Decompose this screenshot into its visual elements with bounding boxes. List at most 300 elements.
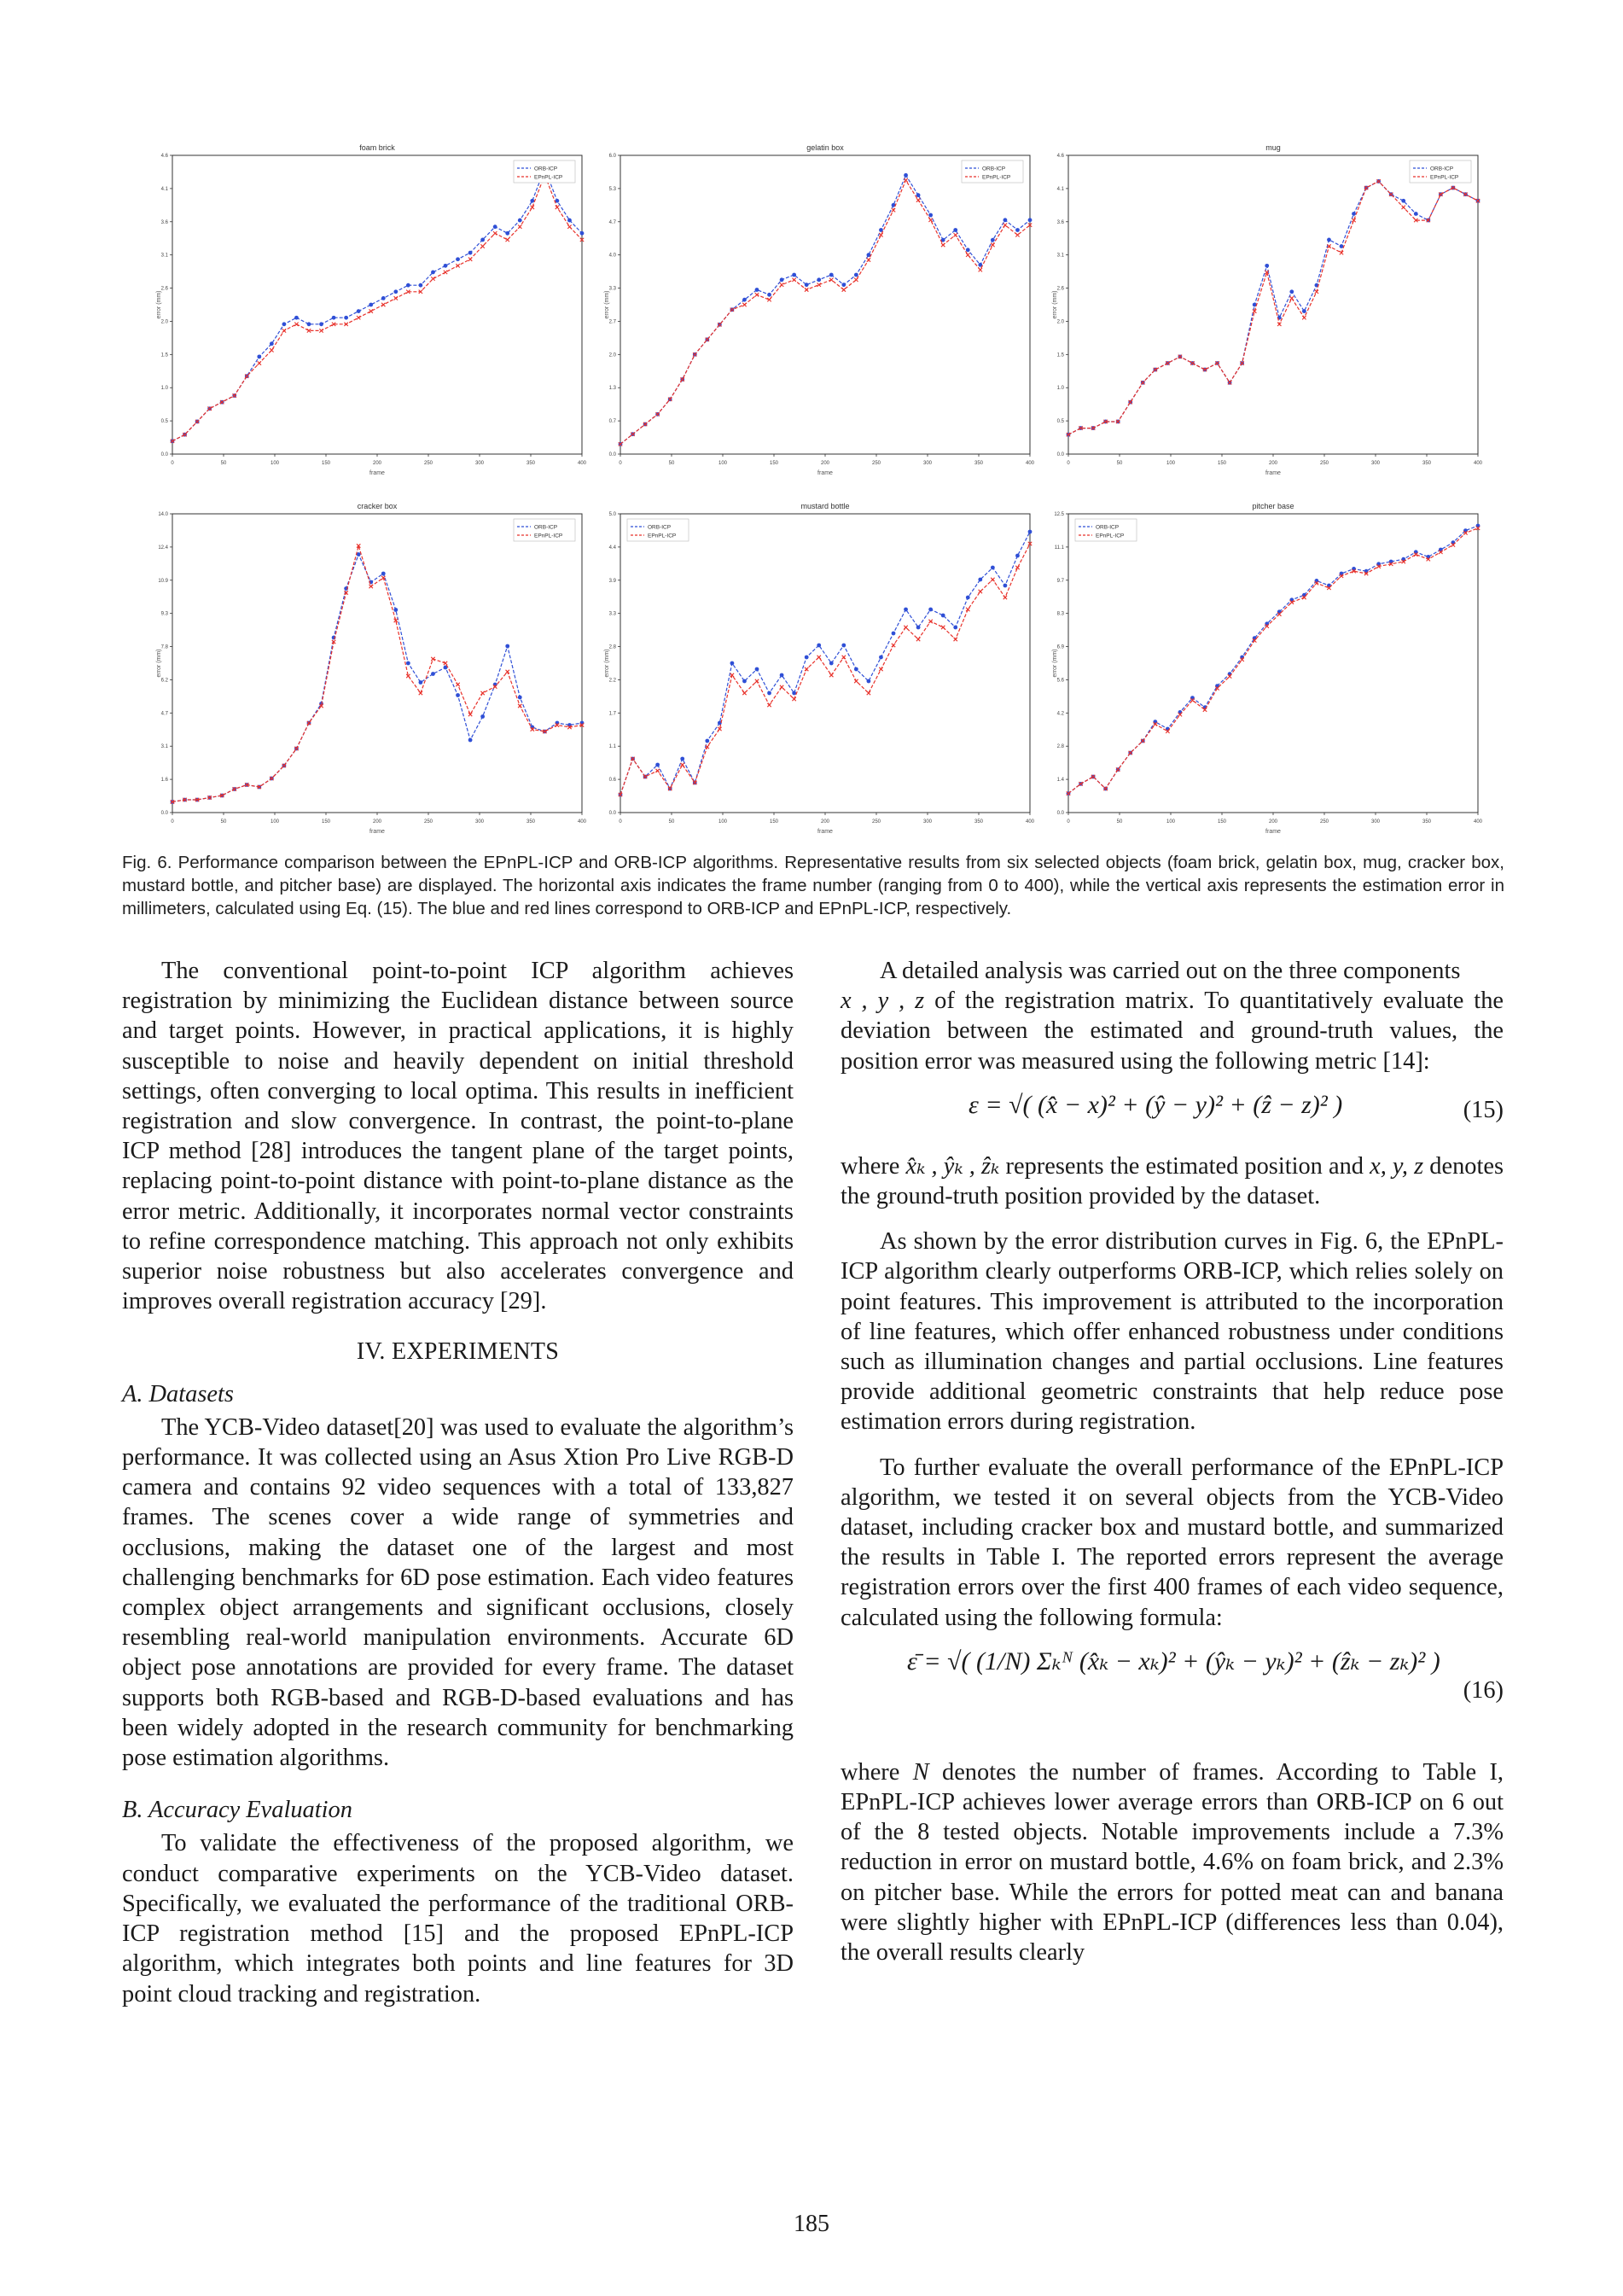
plot-pitcher-base (1050, 495, 1485, 836)
y-tick-label: 4.6 (160, 154, 168, 159)
data-point (567, 219, 572, 223)
chart-title: gelatin box (806, 143, 844, 152)
plot-frame (1068, 155, 1478, 454)
data-point (767, 293, 771, 297)
data-point (1289, 289, 1294, 294)
y-tick-label: 11.1 (1054, 545, 1064, 551)
data-point (805, 656, 809, 660)
data-point (406, 283, 410, 288)
data-point (357, 316, 360, 319)
x-tick-label: 100 (1166, 461, 1176, 466)
equation-number: (16) (1463, 1676, 1504, 1704)
y-tick-label: 1.0 (160, 386, 168, 392)
data-point (730, 661, 735, 666)
x-tick-label: 150 (321, 461, 331, 466)
y-tick-label: 12.4 (158, 545, 168, 551)
chart-title: mustard bottle (800, 502, 850, 510)
data-point (979, 590, 982, 593)
data-point (456, 257, 460, 261)
data-point (270, 341, 274, 346)
y-tick-label: 14.0 (158, 512, 168, 517)
y-tick-label: 4.0 (608, 253, 616, 259)
data-point (991, 566, 995, 570)
legend-label: ORB-ICP (534, 166, 558, 172)
y-tick-label: 6.0 (608, 154, 616, 159)
plot-cracker-box (154, 495, 589, 836)
x-tick-label: 300 (474, 461, 485, 466)
x-tick-label: 50 (220, 461, 227, 466)
paragraph: where N denotes the number of frames. According to Table I, EPnPL-ICP achieves lower average errors than ORB-ICP on 6 out of the 8 tested objects. Notable improvements include a 7.3% reduction in error on mustard bottle, 4.6% on foam brick, and 2.3% on pitcher base. While the errors for potted meat can and banana were slightly higher with EPnPL-ICP (differences less than 0.04), the overall results clearly (841, 1758, 1504, 1967)
data-point (456, 683, 459, 686)
data-point (680, 757, 684, 761)
x-tick-label: 150 (769, 819, 779, 825)
data-point (928, 620, 932, 623)
data-point (991, 238, 995, 242)
data-point (904, 173, 908, 178)
x-tick-label: 100 (1166, 819, 1176, 825)
legend-label: ORB-ICP (1096, 524, 1120, 531)
plot-svg (1050, 137, 1485, 478)
y-tick-label: 0.0 (608, 811, 616, 816)
data-point (456, 693, 460, 697)
x-tick-label: 300 (922, 461, 933, 466)
x-tick-label: 300 (1370, 461, 1381, 466)
math-inline: x, y, z (1370, 1152, 1424, 1180)
paragraph: The conventional point-to-point ICP algorithm achieves registration by minimizing the Euclidean distance between source and target points. However, in practical applications, it is highly susceptible to noise and heavily dependent on initial threshold settings, often converging to local optima. This results in inefficient registration and slow convergence. In contrast, the point-to-plane ICP method [28] introduces the tangent plane of the target points, replacing point-to-point distance with point-to-plane distance as the error metric. Additionally, it incorporates normal vector constraints to refine correspondence matching. This approach not only exhibits superior noise robustness but also accelerates convergence and improves overall registration accuracy [29]. (122, 958, 794, 1315)
y-tick-label: 3.6 (160, 219, 168, 225)
data-point (979, 268, 982, 271)
data-point (817, 656, 821, 659)
data-point (1352, 212, 1356, 216)
series-line-epnpl-icp (172, 175, 582, 441)
data-point (493, 224, 497, 229)
data-point (493, 231, 497, 235)
y-tick-label: 8.3 (1056, 611, 1064, 617)
data-point (953, 626, 957, 630)
data-point (518, 224, 521, 228)
y-tick-label: 5.6 (1056, 678, 1064, 684)
y-tick-label: 2.8 (1056, 744, 1064, 750)
y-tick-label: 12.5 (1054, 512, 1064, 517)
y-axis-label: error (mm) (156, 649, 162, 678)
paragraph: To further evaluate the overall performance of the EPnPL-ICP algorithm, we tested it on several objects from the YCB-Video dataset, including cracker box and mustard bottle, and summarized the results in Table I. The reported errors represent the average registration errors over the first 400 frames of each video sequence, calculated using the following formula: (841, 1454, 1504, 1631)
plot-mug (1050, 137, 1485, 478)
plot-frame (620, 514, 1030, 813)
data-point (655, 763, 660, 767)
legend-label: EPnPL-ICP (648, 533, 677, 539)
legend-label: EPnPL-ICP (1096, 533, 1125, 539)
paragraph: To validate the effectiveness of the proposed algorithm, we conduct comparative experiments on the YCB-Video dataset. Specifically, we evaluated the performance of the traditional ORB-ICP registration method [15] and the proposed EPnPL-ICP algorithm, which integrates both points and line features for 3D point cloud tracking and registration. (122, 1830, 794, 2008)
x-tick-label: 150 (1217, 461, 1227, 466)
data-point (867, 679, 871, 684)
data-point (780, 673, 784, 678)
y-tick-label: 1.7 (608, 711, 616, 717)
paragraph: A detailed analysis was carried out on the three components x , y , z of the registration matrix. To quantitatively evaluate the deviation between the estimated and ground-truth values, the position error was measured using the following metric [14]: (841, 958, 1504, 1075)
paragraph: The YCB-Video dataset[20] was used to evaluate the algorithm’s performance. It was collected using an Asus Xtion Pro Live RGB-D camera and contains 92 video sequences with a total of 133,827 frames. The scenes cover a wide range of symmetries and occlusions, making the dataset one of the largest and most challenging benchmarks for 6D pose estimation. Each video features complex object arrangements and significant occlusions, closely resembling real-world manipulation environments. Accurate 6D object pose annotations are provided for every frame. The dataset supports both RGB-based and RGB-D-based evaluations and has been widely adopted in the research community for benchmarking pose estimation algorithms. (122, 1413, 794, 1772)
y-tick-label: 2.7 (608, 319, 616, 325)
x-tick-label: 400 (1473, 461, 1483, 466)
data-point (767, 691, 771, 696)
x-tick-label: 350 (526, 819, 536, 825)
series-line-orb-icp (620, 175, 1030, 444)
data-point (369, 303, 373, 307)
x-tick-label: 350 (1422, 819, 1432, 825)
data-point (1327, 238, 1331, 242)
y-axis-label: error (mm) (604, 290, 610, 319)
data-point (518, 704, 521, 708)
y-tick-label: 2.0 (160, 319, 168, 325)
y-tick-label: 0.5 (1056, 419, 1064, 425)
y-tick-label: 3.6 (1056, 219, 1064, 225)
data-point (1302, 316, 1306, 319)
data-point (928, 608, 933, 612)
data-point (580, 721, 585, 726)
data-point (580, 231, 585, 236)
data-point (270, 348, 273, 352)
y-tick-label: 7.8 (160, 644, 168, 650)
plot-frame (172, 514, 582, 813)
right-column (841, 956, 1504, 1967)
data-point (1302, 309, 1306, 313)
y-tick-label: 2.8 (608, 644, 616, 650)
x-tick-label: 50 (668, 461, 675, 466)
x-tick-label: 300 (474, 819, 485, 825)
data-point (1290, 296, 1294, 300)
data-point (282, 329, 286, 332)
chart-title: cracker box (357, 502, 398, 510)
y-tick-label: 2.2 (608, 678, 616, 684)
x-tick-label: 350 (1422, 461, 1432, 466)
data-point (319, 329, 323, 332)
data-point (655, 769, 659, 772)
chart-title: mug (1265, 143, 1281, 152)
data-point (705, 739, 709, 743)
x-tick-label: 200 (820, 461, 830, 466)
x-tick-label: 200 (372, 461, 382, 466)
data-point (854, 679, 858, 683)
data-point (928, 219, 932, 222)
x-tick-label: 250 (1319, 819, 1329, 825)
y-tick-label: 10.9 (158, 578, 168, 584)
data-point (444, 271, 447, 274)
data-point (369, 309, 373, 312)
plot-svg (154, 495, 589, 836)
y-axis-label: error (mm) (604, 649, 610, 678)
y-tick-label: 1.6 (160, 778, 168, 784)
data-point (518, 696, 522, 700)
y-tick-label: 0.6 (608, 778, 616, 784)
x-tick-label: 50 (1116, 819, 1123, 825)
data-point (567, 224, 571, 228)
section-heading: IV. EXPERIMENTS (356, 1338, 560, 1366)
data-point (1015, 228, 1020, 232)
y-tick-label: 4.2 (1056, 711, 1064, 717)
data-point (381, 296, 386, 300)
x-axis-label: frame (817, 470, 833, 476)
figure-6 (154, 137, 1485, 836)
data-point (381, 572, 386, 576)
data-point (805, 283, 809, 287)
data-point (1265, 264, 1269, 268)
data-point (1015, 554, 1020, 558)
y-tick-label: 5.0 (608, 512, 616, 517)
data-point (904, 626, 907, 629)
x-tick-label: 0 (619, 461, 622, 466)
x-tick-label: 350 (526, 461, 536, 466)
y-tick-label: 2.0 (1056, 319, 1064, 325)
data-point (431, 277, 434, 280)
data-point (941, 626, 945, 629)
plot-mustard-bottle (602, 495, 1037, 836)
y-tick-label: 3.1 (160, 253, 168, 259)
data-point (892, 208, 895, 212)
data-point (792, 273, 796, 277)
data-point (1414, 212, 1418, 216)
x-tick-label: 100 (718, 461, 728, 466)
paragraph: As shown by the error distribution curves in Fig. 6, the EPnPL-ICP algorithm clearly outperforms ORB-ICP, which relies solely on point features. This improvement is attributed to the incorporation of line features, which offer enhanced robustness under conditions such as illumination changes and partial occlusions. Line features provide additional geometric constraints that help reduce pose estimation errors during registration. (841, 1228, 1504, 1436)
plot-foam-brick (154, 137, 589, 478)
x-tick-label: 50 (668, 819, 675, 825)
x-tick-label: 250 (1319, 461, 1329, 466)
x-tick-label: 400 (1473, 819, 1483, 825)
x-tick-label: 0 (619, 819, 622, 825)
series-line-orb-icp (620, 532, 1030, 795)
left-column (122, 956, 794, 2009)
data-point (755, 667, 759, 672)
x-tick-label: 0 (171, 461, 174, 466)
data-point (456, 264, 459, 267)
data-point (393, 608, 398, 612)
x-tick-label: 350 (974, 819, 984, 825)
data-point (307, 329, 311, 332)
y-tick-label: 2.0 (608, 353, 616, 358)
x-tick-label: 300 (1370, 819, 1381, 825)
y-tick-label: 0.0 (1056, 452, 1064, 457)
data-point (742, 691, 746, 695)
data-point (344, 316, 348, 320)
math-inline: N (912, 1758, 929, 1786)
x-tick-label: 200 (820, 819, 830, 825)
legend-label: ORB-ICP (1430, 166, 1454, 172)
plot-svg (602, 495, 1037, 836)
math-inline: x , y , z (841, 988, 925, 1015)
data-point (879, 656, 883, 660)
data-point (1003, 584, 1008, 588)
x-axis-label: frame (1265, 470, 1281, 476)
data-point (468, 738, 473, 743)
chart-title: foam brick (359, 143, 395, 152)
legend-label: EPnPL-ICP (534, 533, 563, 539)
x-tick-label: 250 (423, 461, 433, 466)
data-point (406, 661, 410, 666)
y-tick-label: 3.1 (1056, 253, 1064, 259)
data-point (258, 361, 261, 364)
data-point (381, 303, 385, 306)
data-point (518, 219, 522, 223)
plot-svg (154, 137, 589, 478)
data-point (991, 243, 994, 247)
x-tick-label: 100 (718, 819, 728, 825)
x-tick-label: 400 (577, 461, 587, 466)
data-point (742, 298, 747, 302)
data-point (892, 632, 896, 636)
data-point (854, 273, 858, 277)
x-tick-label: 400 (1025, 461, 1035, 466)
data-point (842, 288, 846, 291)
data-point (817, 644, 821, 648)
y-tick-label: 9.7 (1056, 578, 1064, 584)
legend-label: EPnPL-ICP (982, 174, 1011, 181)
data-point (817, 277, 821, 282)
data-point (991, 578, 994, 581)
data-point (480, 238, 485, 242)
series-line-orb-icp (172, 555, 582, 802)
y-tick-label: 3.3 (608, 611, 616, 617)
y-tick-label: 4.4 (608, 545, 616, 551)
x-tick-label: 50 (220, 819, 227, 825)
data-point (1402, 206, 1405, 209)
data-point (393, 289, 398, 294)
data-point (867, 258, 870, 261)
figure-caption: Fig. 6. Performance comparison between the EPnPL-ICP and ORB-ICP algorithms. Representative results from six selected objects (foam brick, gelatin box, mug, cracker box, mustard bottle, and pitcher base) are displayed. The horizontal axis indicates the frame number (ranging from 0 to 400), while the vertical axis represents the estimation error in millimeters, calculated using Eq. (15). The blue and red lines correspond to ORB-ICP and EPnPL-ICP, respectively. (122, 853, 1504, 918)
x-tick-label: 150 (769, 461, 779, 466)
data-point (879, 667, 882, 671)
plot-gelatin-box (602, 137, 1037, 478)
data-point (928, 213, 933, 218)
data-point (480, 714, 485, 719)
data-point (854, 667, 858, 672)
plot-svg (602, 137, 1037, 478)
data-point (505, 231, 509, 236)
data-point (780, 685, 783, 689)
data-point (780, 283, 783, 286)
data-point (780, 277, 784, 282)
y-tick-label: 1.0 (1056, 386, 1064, 392)
data-point (530, 199, 534, 203)
data-point (892, 644, 895, 647)
data-point (941, 614, 945, 618)
y-tick-label: 0.5 (160, 419, 168, 425)
data-point (916, 638, 920, 641)
data-point (829, 661, 834, 666)
x-axis-label: frame (369, 829, 385, 835)
y-tick-label: 0.0 (160, 452, 168, 457)
y-tick-label: 1.1 (608, 744, 616, 750)
data-point (954, 233, 957, 236)
subsection-heading: A. Datasets (122, 1380, 234, 1407)
x-tick-label: 200 (1268, 819, 1278, 825)
data-point (505, 644, 509, 649)
y-axis-label: error (mm) (156, 290, 162, 319)
data-point (431, 271, 435, 275)
y-tick-label: 5.3 (608, 186, 616, 192)
data-point (294, 316, 299, 320)
y-tick-label: 6.9 (1056, 644, 1064, 650)
data-point (294, 323, 298, 326)
paragraph: where x̂ₖ , ŷₖ , ẑₖ represents the estimated position and x, y, z denotes the ground-truth position provided by the dataset. (841, 1152, 1504, 1210)
data-point (916, 626, 921, 630)
legend-label: ORB-ICP (648, 524, 672, 531)
x-tick-label: 100 (270, 819, 280, 825)
x-tick-label: 400 (577, 819, 587, 825)
data-point (468, 258, 472, 261)
x-tick-label: 0 (1067, 461, 1070, 466)
data-point (916, 198, 920, 201)
data-point (879, 233, 882, 236)
x-tick-label: 50 (1116, 461, 1123, 466)
equation-number: (15) (1463, 1096, 1504, 1123)
plot-frame (172, 155, 582, 454)
data-point (867, 691, 870, 695)
data-point (742, 303, 746, 306)
data-point (829, 273, 834, 277)
x-tick-label: 250 (871, 819, 881, 825)
plot-frame (620, 155, 1030, 454)
y-tick-label: 4.7 (608, 219, 616, 225)
y-tick-label: 2.6 (160, 286, 168, 292)
x-tick-label: 150 (321, 819, 331, 825)
x-tick-label: 300 (922, 819, 933, 825)
subsection-heading: B. Accuracy Evaluation (122, 1797, 352, 1824)
plot-svg (1050, 495, 1485, 836)
y-tick-label: 1.5 (1056, 353, 1064, 358)
data-point (742, 679, 747, 684)
y-tick-label: 1.3 (608, 386, 616, 392)
data-point (394, 296, 398, 300)
data-point (1028, 530, 1033, 534)
data-point (307, 322, 311, 326)
series-line-epnpl-icp (172, 546, 582, 802)
data-point (966, 253, 969, 256)
y-axis-label: error (mm) (1052, 649, 1058, 678)
legend-label: ORB-ICP (534, 524, 558, 531)
y-tick-label: 4.1 (160, 186, 168, 192)
x-axis-label: frame (369, 470, 385, 476)
x-tick-label: 0 (1067, 819, 1070, 825)
data-point (419, 680, 423, 685)
series-line-orb-icp (172, 168, 582, 441)
chart-title: pitcher base (1252, 502, 1294, 510)
data-point (966, 596, 970, 600)
y-tick-label: 9.3 (160, 611, 168, 617)
x-tick-label: 200 (1268, 461, 1278, 466)
data-point (978, 578, 982, 582)
x-tick-label: 250 (423, 819, 433, 825)
x-axis-label: frame (1265, 829, 1281, 835)
data-point (1015, 233, 1019, 236)
data-point (841, 644, 846, 648)
data-point (556, 721, 560, 726)
equation-body: ε̄ = √( (1/N) Σₖᴺ (x̂ₖ − xₖ)² + (ŷₖ − yₖ)² + (ẑₖ − zₖ)² ) (907, 1646, 1440, 1675)
data-point (1003, 218, 1008, 222)
y-tick-label: 4.6 (1056, 154, 1064, 159)
y-tick-label: 1.5 (160, 353, 168, 358)
y-tick-label: 4.7 (160, 711, 168, 717)
data-point (755, 288, 759, 292)
y-tick-label: 0.0 (160, 811, 168, 816)
data-point (1028, 218, 1033, 222)
legend-label: EPnPL-ICP (534, 174, 563, 181)
y-tick-label: 0.0 (608, 452, 616, 457)
y-tick-label: 3.1 (160, 744, 168, 750)
y-tick-label: 3.9 (608, 578, 616, 584)
x-tick-label: 400 (1025, 819, 1035, 825)
data-point (767, 703, 771, 707)
data-point (444, 264, 448, 268)
data-point (319, 322, 323, 326)
data-point (480, 691, 484, 695)
data-point (904, 178, 907, 182)
